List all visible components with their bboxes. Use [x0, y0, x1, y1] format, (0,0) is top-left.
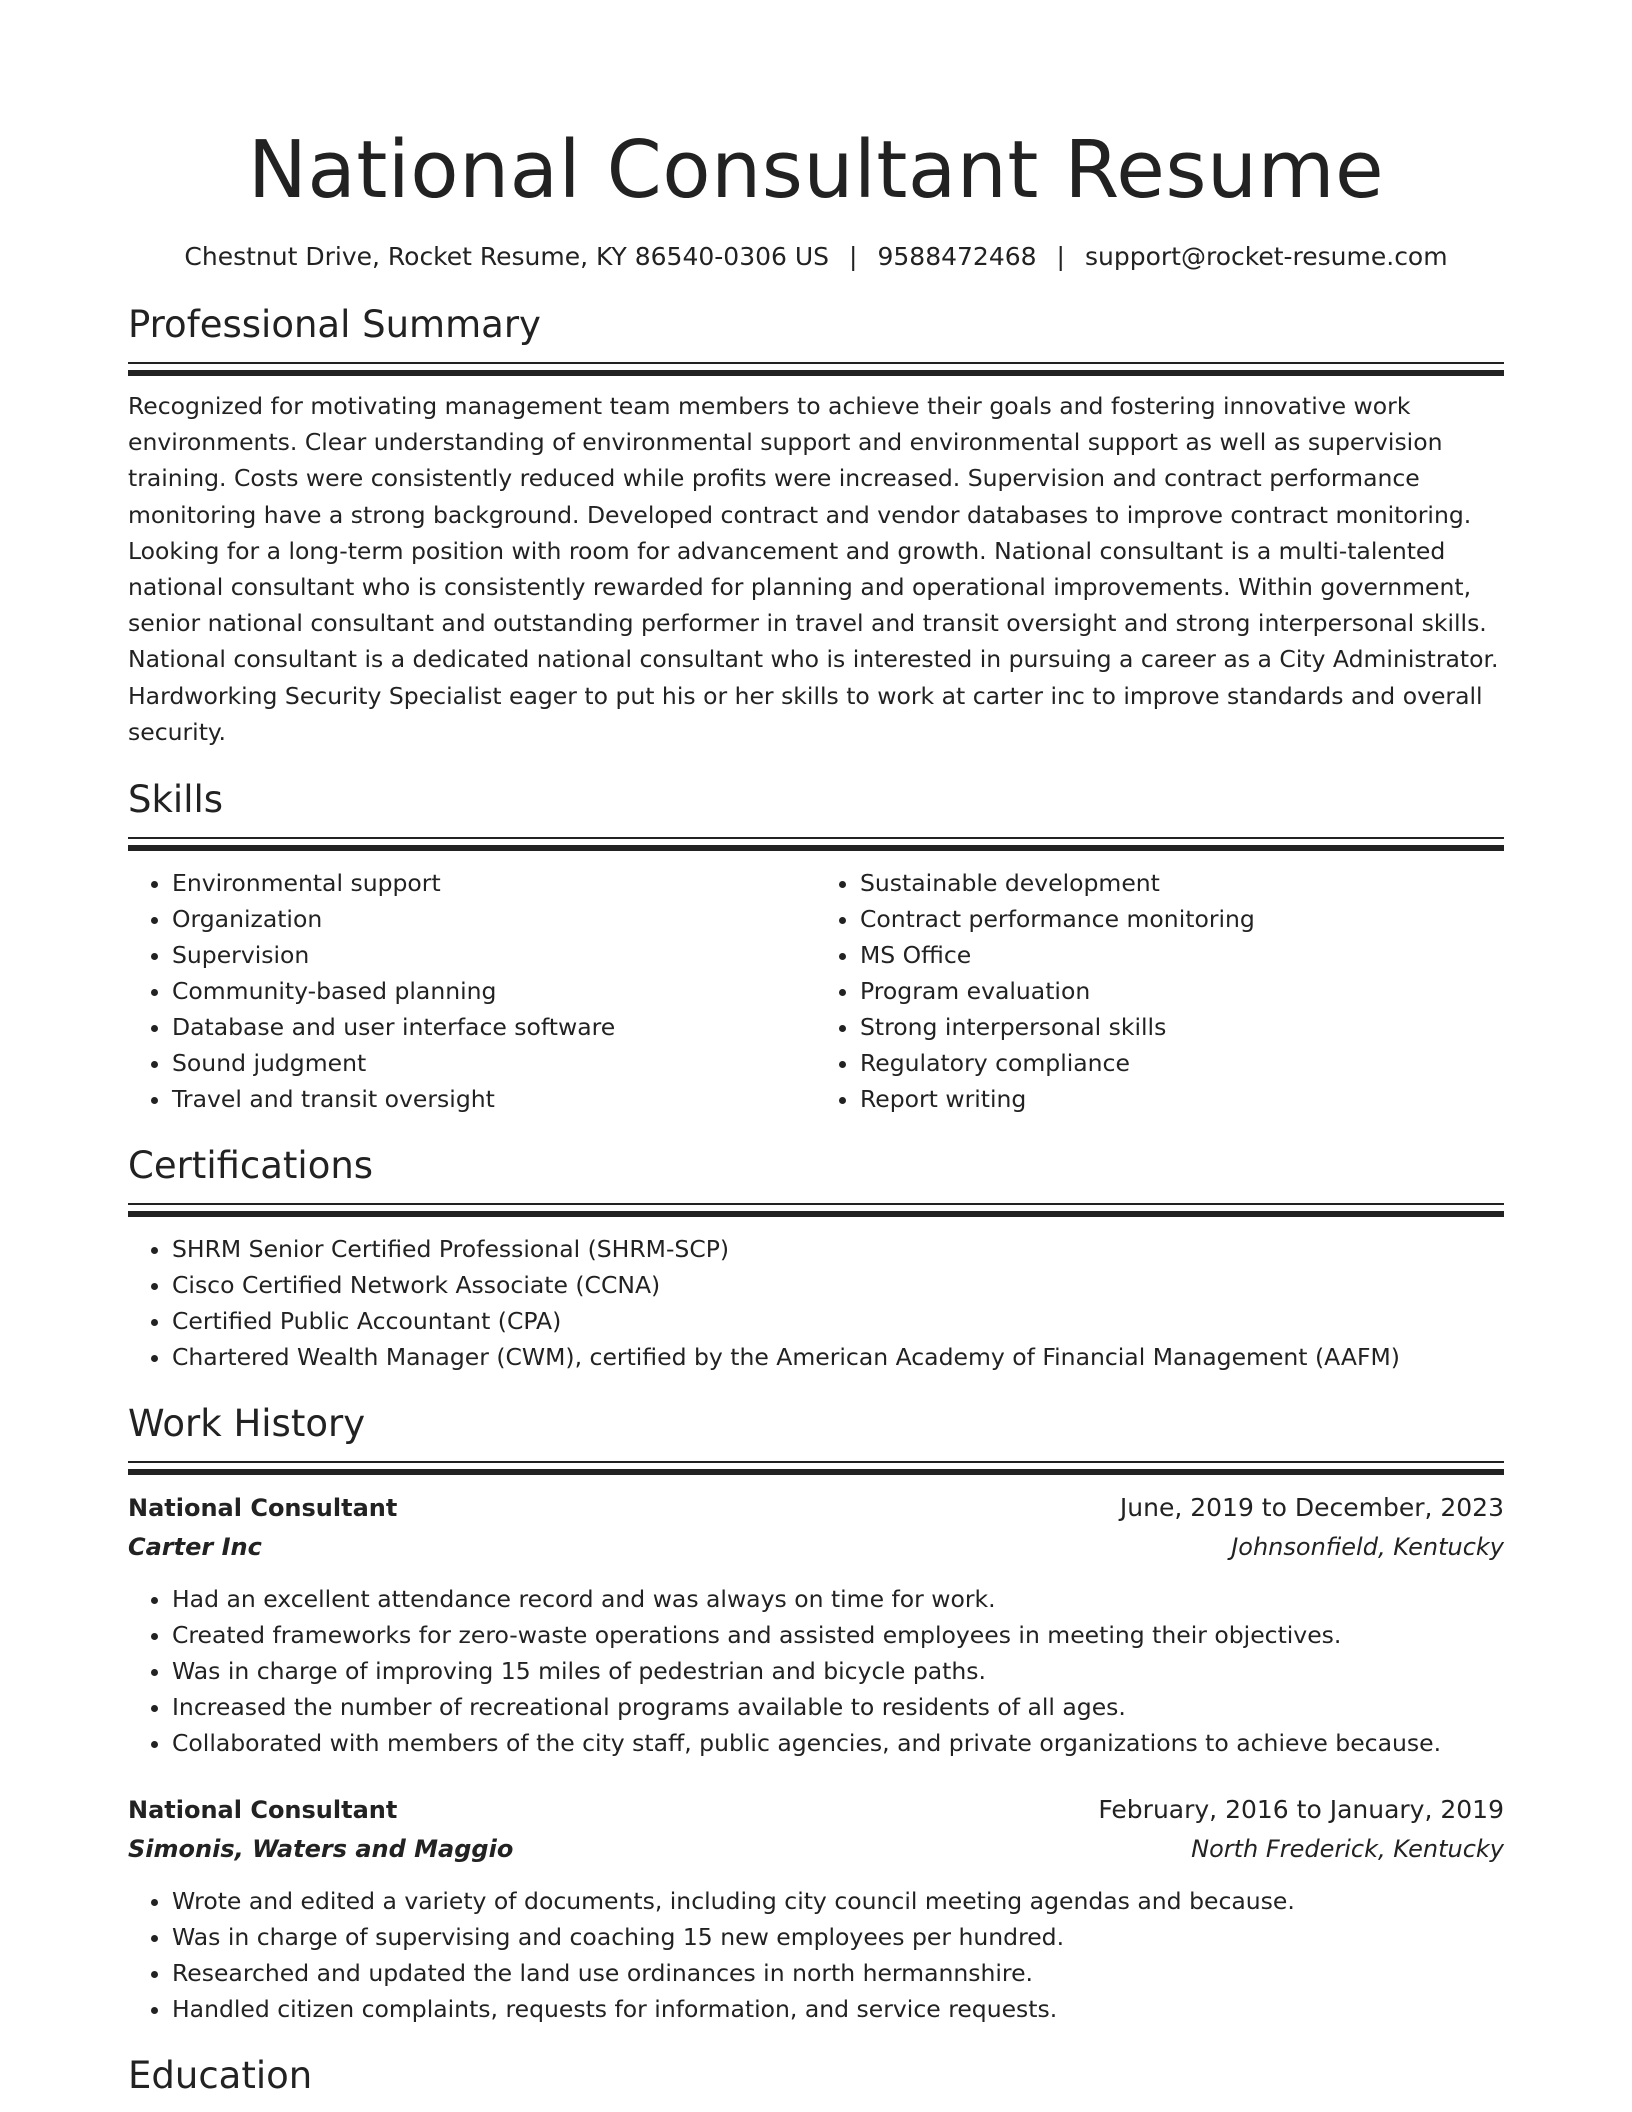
certification-item: • Certified Public Accountant (CPA): [172, 1303, 1504, 1339]
education-section: [128, 2053, 1504, 2099]
section-title-skills: Skills: [128, 778, 224, 822]
job-bullet: • Was in charge of supervising and coaching 15 new employees per hundred.: [172, 1919, 1504, 1955]
skill-item: • Strong interpersonal skills: [860, 1009, 1504, 1045]
skill-item: • Organization: [172, 901, 816, 937]
contact-separator: |: [849, 242, 858, 271]
job-bullet: • Was in charge of improving 15 miles of pedestrian and bicycle paths.: [172, 1653, 1504, 1689]
skill-item: • MS Office: [860, 937, 1504, 973]
job-bullet: • Wrote and edited a variety of documents, including city council meeting agendas and because.: [172, 1883, 1504, 1919]
skills-columns: [128, 865, 1504, 1117]
section-title-work: Work History: [128, 1402, 366, 1446]
job-dates: February, 2016 to January, 2019: [1098, 1795, 1504, 1825]
contact-line: [128, 240, 1504, 274]
job-bullets: [128, 1581, 1504, 1761]
contact-email: support@rocket-resume.com: [1084, 242, 1448, 271]
summary-section: [128, 302, 1504, 750]
job-title: National Consultant: [128, 1494, 398, 1523]
contact-phone: 9588472468: [877, 242, 1037, 271]
job-header: [128, 1489, 1504, 1527]
skill-item: • Database and user interface software: [172, 1009, 816, 1045]
job-company: Carter Inc: [128, 1533, 262, 1562]
job-location: North Frederick, Kentucky: [1191, 1835, 1504, 1864]
job-bullets: [128, 1883, 1504, 2027]
skill-item: • Program evaluation: [860, 973, 1504, 1009]
job-subheader: [128, 1527, 1504, 1567]
skills-list-right: [816, 865, 1504, 1117]
certifications-list: [128, 1231, 1504, 1375]
job-title: National Consultant: [128, 1796, 398, 1825]
job-subheader: [128, 1829, 1504, 1869]
skill-item: • Contract performance monitoring: [860, 901, 1504, 937]
job-bullet: • Created frameworks for zero-waste operations and assisted employees in meeting their objectives.: [172, 1617, 1504, 1653]
job-header: [128, 1791, 1504, 1829]
job-bullet: • Researched and updated the land use ordinances in north hermannshire.: [172, 1955, 1504, 1991]
skill-item: • Community-based planning: [172, 973, 816, 1009]
certifications-section: [128, 1143, 1504, 1375]
work-section: [128, 1401, 1504, 2027]
skills-list-left: [128, 865, 816, 1117]
job-entry: [128, 1791, 1504, 2027]
section-title-certifications: Certifications: [128, 1144, 374, 1188]
skill-item: • Supervision: [172, 937, 816, 973]
section-divider: [128, 1203, 1504, 1217]
job-location: Johnsonfield, Kentucky: [1231, 1533, 1504, 1562]
contact-separator: |: [1056, 242, 1065, 271]
section-title-education: Education: [128, 2054, 313, 2098]
job-dates: June, 2019 to December, 2023: [1119, 1493, 1504, 1523]
certification-item: • Chartered Wealth Manager (CWM), certified by the American Academy of Financial Management (AAFM): [172, 1339, 1504, 1375]
job-entry: [128, 1489, 1504, 1761]
summary-text: Recognized for motivating management team members to achieve their goals and fostering innovative work environments. Clear understanding of environmental support and environmental support as well as supervision training. Costs were consistently reduced while profits were increased. Supervision and contract performance monitoring have a strong background. Developed contract and vendor databases to improve contract monitoring. Looking for a long-term position with room for advancement and growth. National consultant is a multi-talented national consultant who is consistently rewarded for planning and operational improvements. Within government, senior national consultant and outstanding performer in travel and transit oversight and strong interpersonal skills. National consultant is a dedicated national consultant who is interested in pursuing a career as a City Administrator. Hardworking Security Specialist eager to put his or her skills to work at carter inc to improve standards and overall security.: [128, 392, 1499, 746]
job-company: Simonis, Waters and Maggio: [128, 1835, 514, 1864]
skill-item: • Sustainable development: [860, 865, 1504, 901]
section-divider: [128, 837, 1504, 851]
contact-address: Chestnut Drive, Rocket Resume, KY 86540-0306 US: [184, 242, 830, 271]
job-bullet: • Collaborated with members of the city staff, public agencies, and private organizations to achieve because.: [172, 1725, 1504, 1761]
job-bullet: • Handled citizen complaints, requests for information, and service requests.: [172, 1991, 1504, 2027]
skill-item: • Environmental support: [172, 865, 816, 901]
skill-item: • Sound judgment: [172, 1045, 816, 1081]
certification-item: • Cisco Certified Network Associate (CCNA): [172, 1267, 1504, 1303]
skill-item: • Travel and transit oversight: [172, 1081, 816, 1117]
resume-title: National Consultant Resume: [247, 124, 1385, 216]
skills-section: [128, 777, 1504, 1117]
section-title-summary: Professional Summary: [128, 303, 541, 346]
section-divider: [128, 362, 1504, 376]
skill-item: • Report writing: [860, 1081, 1504, 1117]
certification-item: • SHRM Senior Certified Professional (SHRM-SCP): [172, 1231, 1504, 1267]
section-divider: [128, 1461, 1504, 1475]
job-bullet: • Increased the number of recreational programs available to residents of all ages.: [172, 1689, 1504, 1725]
job-bullet: • Had an excellent attendance record and was always on time for work.: [172, 1581, 1504, 1617]
skill-item: • Regulatory compliance: [860, 1045, 1504, 1081]
